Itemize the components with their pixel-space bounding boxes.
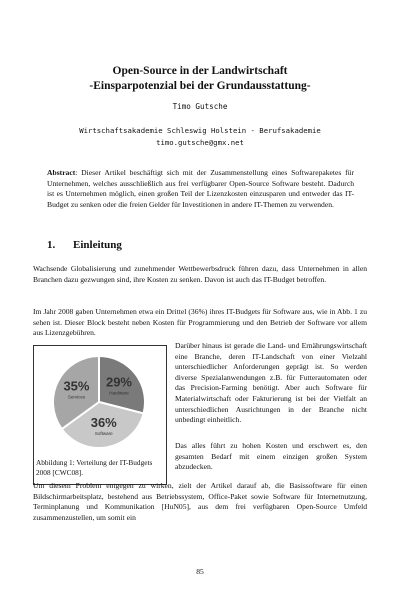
abstract [47, 168, 354, 210]
affiliation: Wirtschaftsakademie Schleswig Holstein - Berufsakademie [79, 126, 321, 135]
pie-label-software: Software [94, 430, 113, 436]
abstract-text: : Dieser Artikel beschäftigt sich mit der Zusammenstellung eines Softwarepaketes für Unternehmen, welches ausschließlich aus frei verfügbarer Open-Source Software besteht. Dadurch ist es Unternehmen möglich, einen großen Teil der Lizenzkosten einzusparen und entweder das IT-Budget zu senken oder die freien Gelder für Investitionen in andere IT-Themen zu verwenden. [47, 168, 354, 209]
section-heading [47, 239, 122, 251]
paragraph-3b: Das alles führt zu hohen Kosten und erschwert es, den gesamten Bedarf mit einem einzigen großen System abzudecken. [175, 441, 367, 472]
paragraph-2: Im Jahr 2008 gaben Unternehmen etwa ein Drittel (36%) ihres IT-Budgets für Software aus, wie in Abb. 1 zu sehen ist. Dieser Block besteht neben Kosten für Programmierung und den Betrieb der Software vor allem aus Lizenzgebühren. [33, 307, 367, 338]
pie-value-hardware: 29% [105, 374, 133, 390]
pie-value-software: 36% [90, 414, 117, 430]
paragraph-3: Darüber hinaus ist gerade die Land- und Ernährungswirtschaft eine Branche, deren IT-Landschaft von einer Vielzahl unterschiedlicher Anforderungen geprägt ist. So werden diverse Spezialanwendungen z.B. für Futterautomaten oder das Precision-Farming benötigt. Aber auch Software für Materialwirtschaft oder Fakturierung ist bei der Vielfalt an unterschiedlichen Ausrichtungen in der Branche nicht unbedingt einheitlich. [175, 341, 367, 425]
author-name: Timo Gutsche [172, 102, 228, 111]
section-title: Einleitung [73, 239, 122, 251]
paragraph-1: Wachsende Globalisierung und zunehmender Wettbewerbsdruck führen dazu, dass Unternehmen in allen Branchen dazu gezwungen sind, ihre Kosten zu senken. Davon ist auch das IT-Budget betroffen. [33, 264, 367, 284]
title-line-1: Open-Source in der Landwirtschaft [112, 65, 288, 77]
section-number: 1. [47, 239, 56, 251]
abstract-label: Abstract [47, 168, 76, 177]
pie-label-services: Services [67, 394, 86, 400]
paper-title [30, 64, 370, 94]
affiliation-block [20, 125, 380, 149]
title-line-2: -Einsparpotenzial bei der Grundausstattung- [89, 80, 311, 92]
page-number: 85 [196, 567, 204, 576]
author-email: timo.gutsche@gmx.net [156, 138, 244, 147]
paragraph-4: Um diesem Problem entgegen zu wirken, zielt der Artikel darauf ab, die Basissoftware für einen Bildschirmarbeitsplatz, bestehend aus Betriebssystem, Office-Paket sowie Software für Internetnutzung, Terminplanung und Kommunikation [HuN05], aus dem frei verfügbaren Open-Source Umfeld zusammenzustellen, um somit ein [33, 481, 367, 522]
pie-value-services: 35% [63, 378, 90, 394]
pie-label-hardware: Hardware [109, 390, 129, 396]
pie-chart [40, 350, 158, 454]
figure-caption: Abbildung 1: Verteilung der IT-Budgets 2008 [CWC08]. [36, 458, 153, 477]
